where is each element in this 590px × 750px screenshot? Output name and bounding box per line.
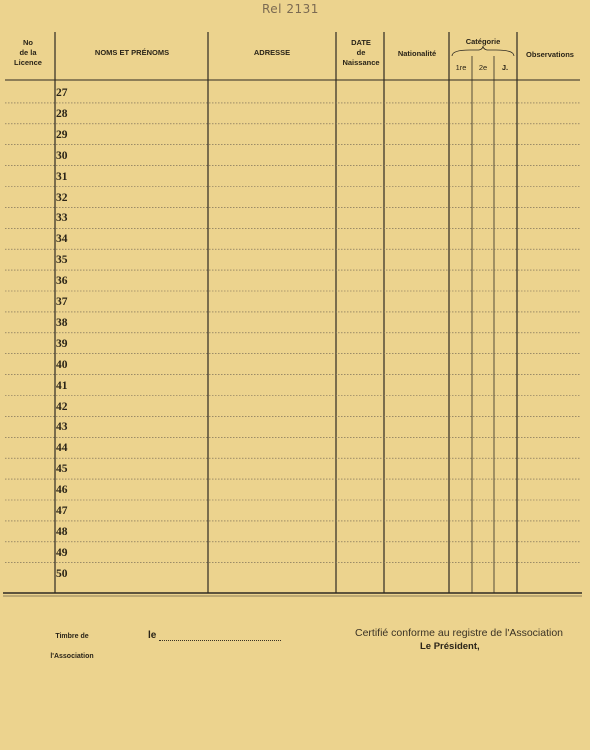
row-number: 38: [56, 316, 68, 329]
header-cat-j: J.: [501, 63, 509, 72]
row-number: 49: [56, 546, 68, 559]
header-licence: No de la Licence: [14, 38, 42, 67]
row-number: 37: [56, 296, 68, 308]
row-number: 30: [56, 149, 68, 162]
row-number: 46: [56, 484, 68, 497]
header-cat-1: 1re: [455, 63, 467, 72]
row-number: 31: [56, 170, 68, 183]
row-number: 44: [56, 442, 68, 455]
row-number: 39: [56, 337, 68, 350]
row-number: 50: [56, 567, 68, 580]
row-number: 47: [56, 505, 68, 517]
header-birth-date: DATE de Naissance: [342, 38, 380, 67]
row-number: 35: [56, 254, 68, 267]
row-number: 40: [56, 358, 68, 371]
header-category: Catégorie: [465, 37, 501, 46]
header-names: NOMS ET PRÉNOMS: [94, 48, 170, 57]
row-number: 48: [56, 525, 68, 538]
certification-text: Certifié conforme au registre de l'Association: [355, 627, 564, 639]
row-number: 42: [56, 400, 68, 413]
row-number: 28: [56, 107, 68, 120]
row-number: 34: [56, 233, 68, 246]
row-number: 29: [56, 128, 68, 141]
row-number: 41: [56, 379, 68, 392]
row-number: 36: [56, 275, 68, 288]
row-number: 32: [56, 191, 68, 204]
row-number: 27: [56, 87, 68, 99]
header-observations: Observations: [526, 50, 574, 59]
row-number: 43: [56, 421, 68, 434]
date-label: le: [148, 630, 157, 641]
header-address: ADRESSE: [253, 48, 291, 57]
date-line: [159, 640, 281, 641]
header-nationality: Nationalité: [397, 49, 437, 58]
stamp-label: Timbre de l'Association: [50, 633, 94, 660]
president-label: Le Président,: [420, 641, 480, 652]
header-cat-2: 2e: [478, 63, 488, 72]
handwritten-annotation: Rel 2131: [262, 2, 319, 16]
row-number: 45: [56, 463, 68, 476]
row-number: 33: [56, 212, 68, 225]
